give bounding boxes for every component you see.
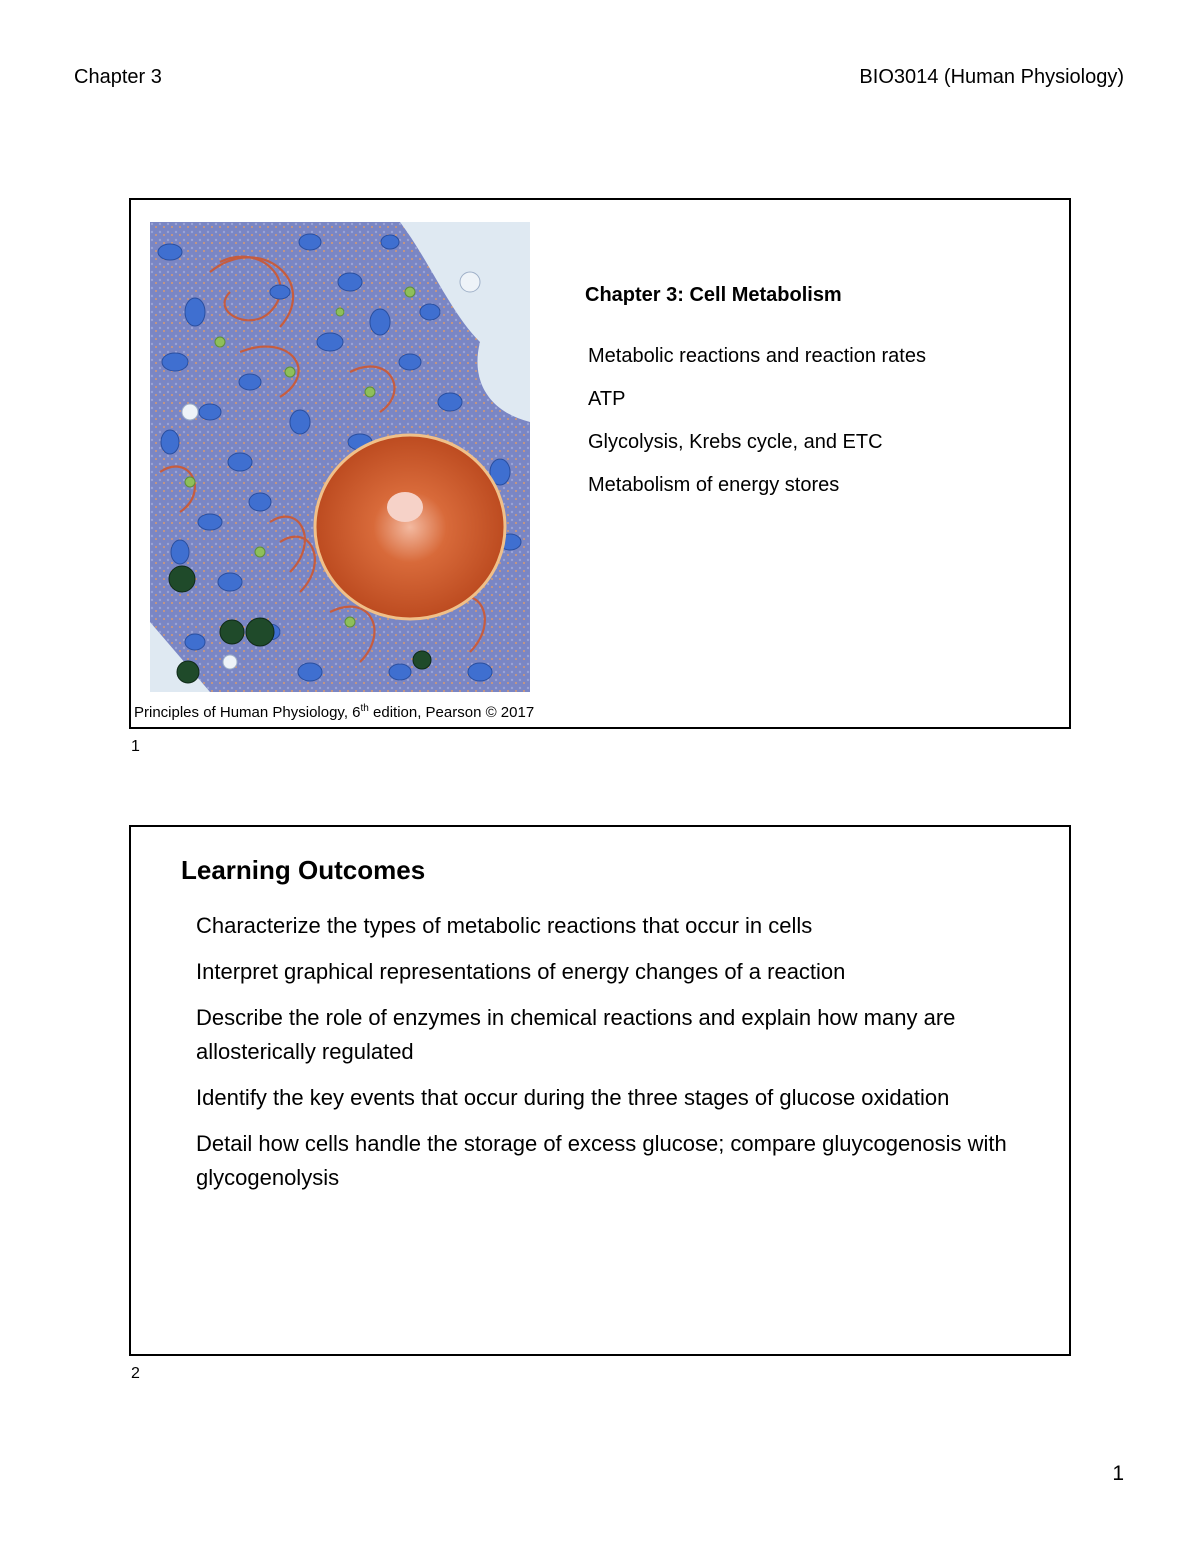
page-number: 1: [1112, 1462, 1124, 1485]
slide-2-title: Learning Outcomes: [181, 855, 426, 885]
outcome-item: Describe the role of enzymes in chemical reactions and explain how many are allosterically regulated: [196, 1005, 956, 1064]
header-course: BIO3014 (Human Physiology): [859, 66, 1124, 88]
slide-2-number: 2: [131, 1365, 140, 1382]
credit-suffix: edition, Pearson © 2017: [368, 704, 535, 721]
outcome-item: Detail how cells handle the storage of excess glucose; compare gluycogenosis with glycogenolysis: [196, 1131, 1007, 1190]
outcome-item: Interpret graphical representations of energy changes of a reaction: [196, 959, 846, 984]
slide-1-topic-list: [588, 342, 926, 514]
slide-1-title: Chapter 3: Cell Metabolism: [585, 284, 842, 306]
image-credit: [134, 703, 534, 721]
cell-micrograph-image: [150, 222, 530, 692]
slide-2: [129, 825, 1071, 1356]
header-chapter: Chapter 3: [74, 66, 162, 88]
outcome-item: Characterize the types of metabolic reactions that occur in cells: [196, 913, 813, 938]
credit-prefix: Principles of Human Physiology, 6: [134, 704, 361, 721]
topic-item: ATP: [588, 388, 626, 410]
topic-item: Metabolic reactions and reaction rates: [588, 345, 926, 367]
slide-1-number: 1: [131, 738, 140, 755]
outcome-item: Identify the key events that occur during the three stages of glucose oxidation: [196, 1085, 950, 1110]
learning-outcomes-list: [196, 909, 1016, 1207]
credit-superscript: th: [360, 703, 369, 714]
slide-1: [129, 198, 1071, 729]
topic-item: Metabolism of energy stores: [588, 474, 840, 496]
topic-item: Glycolysis, Krebs cycle, and ETC: [588, 431, 883, 453]
